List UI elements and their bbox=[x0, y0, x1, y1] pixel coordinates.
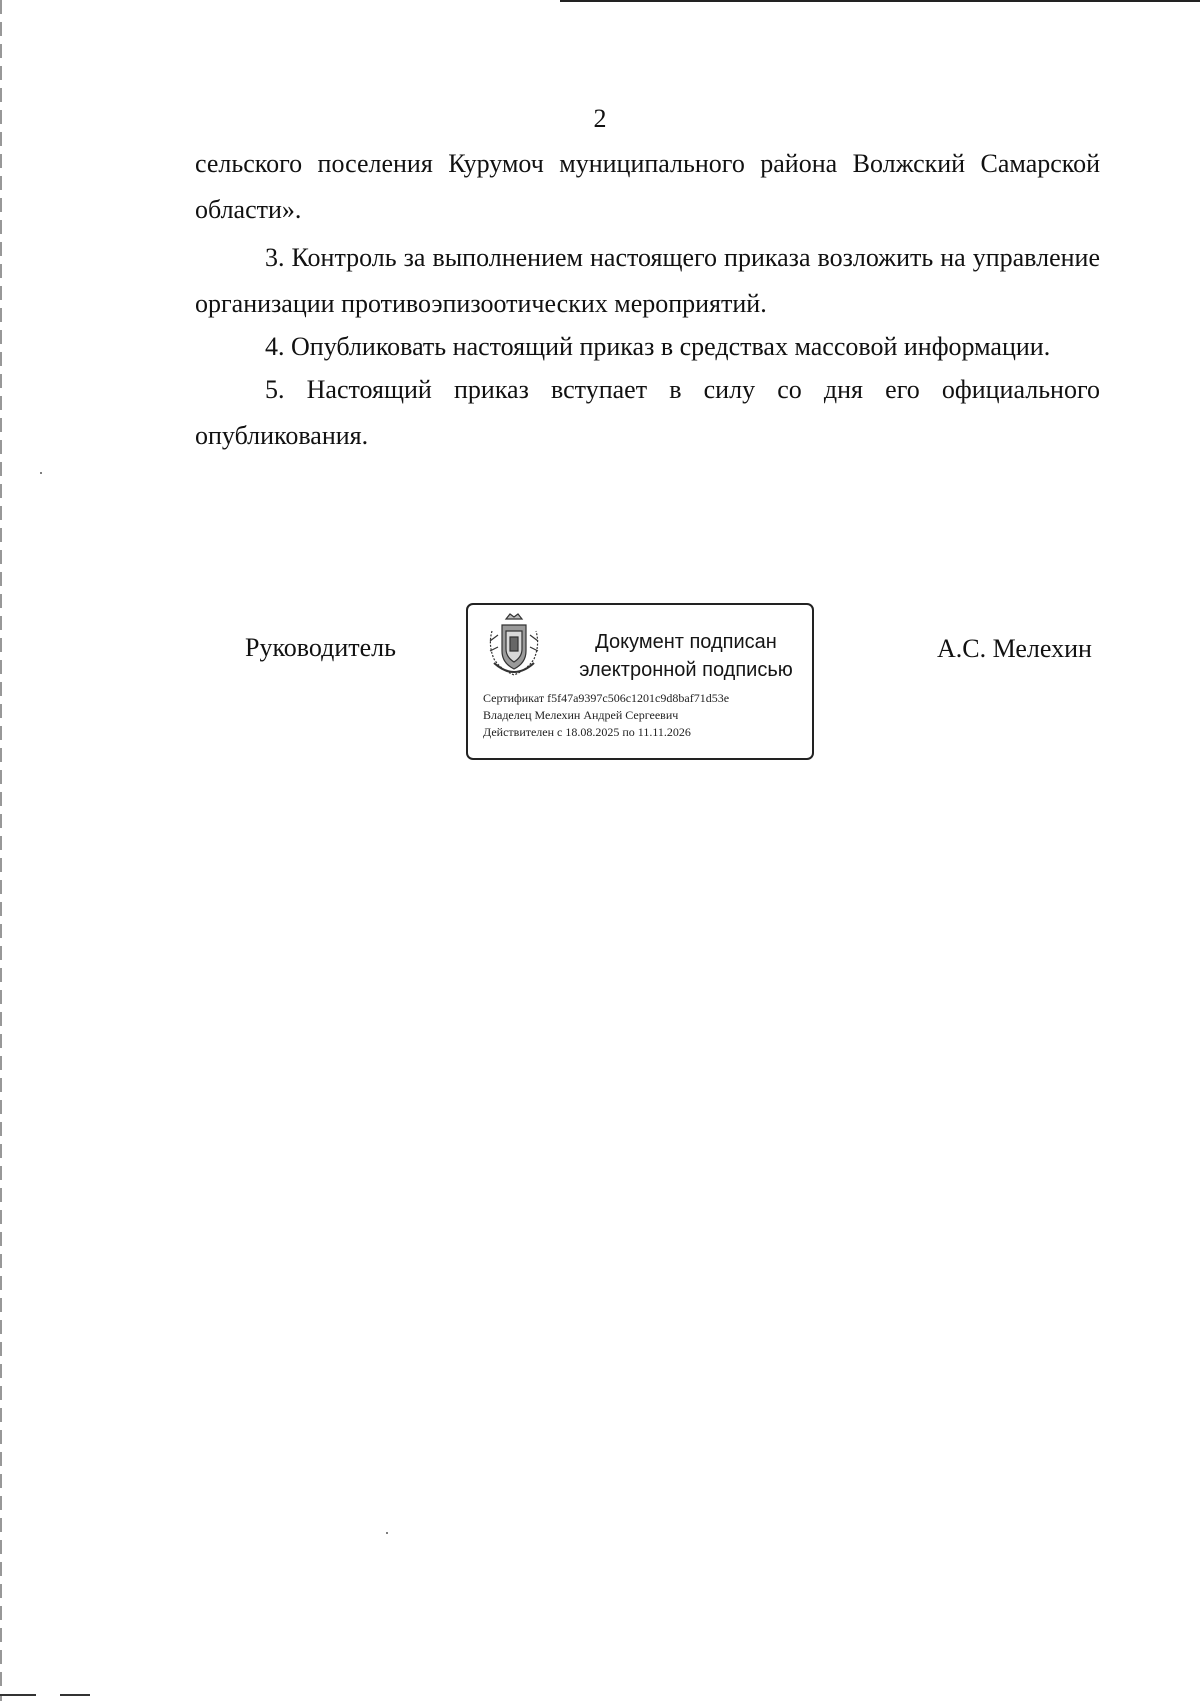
stamp-title bbox=[564, 628, 808, 684]
scan-edge-line bbox=[560, 0, 1200, 2]
scan-speck bbox=[40, 472, 42, 474]
stamp-title-line: электронной подписью bbox=[579, 659, 793, 681]
body-paragraph: 4. Опубликовать настоящий приказ в средствах массовой информации. bbox=[265, 332, 1051, 361]
paragraph-item-4 bbox=[195, 324, 1100, 370]
paragraph-item-3 bbox=[195, 235, 1100, 327]
body-paragraph: сельского поселения Курумоч муниципального района Волжский Самарской области». bbox=[195, 149, 1100, 224]
stamp-title-line: Документ подписан bbox=[595, 631, 777, 653]
body-paragraph: 3. Контроль за выполнением настоящего приказа возложить на управление организации противоэпизоотических мероприятий. bbox=[195, 243, 1100, 318]
scan-left-edge bbox=[0, 0, 2, 1701]
stamp-owner: Владелец Мелехин Андрей Сергеевич bbox=[483, 708, 679, 722]
electronic-signature-stamp bbox=[466, 603, 814, 760]
paragraph-continuation bbox=[195, 141, 1100, 233]
signatory-role: Руководитель bbox=[245, 633, 396, 662]
coat-of-arms-emblem-icon bbox=[484, 611, 544, 681]
scan-bottom-marks bbox=[0, 1694, 90, 1696]
body-paragraph: 5. Настоящий приказ вступает в силу со дня его официального опубликования. bbox=[195, 375, 1100, 450]
stamp-validity: Действителен с 18.08.2025 по 11.11.2026 bbox=[483, 725, 691, 739]
stamp-certificate: Сертификат f5f47a9397c506c1201c9d8baf71d53e bbox=[483, 691, 730, 705]
scan-speck bbox=[386, 1532, 388, 1534]
signatory-name: А.С. Мелехин bbox=[937, 634, 1092, 663]
paragraph-item-5 bbox=[195, 367, 1100, 459]
page-number: 2 bbox=[593, 104, 607, 133]
